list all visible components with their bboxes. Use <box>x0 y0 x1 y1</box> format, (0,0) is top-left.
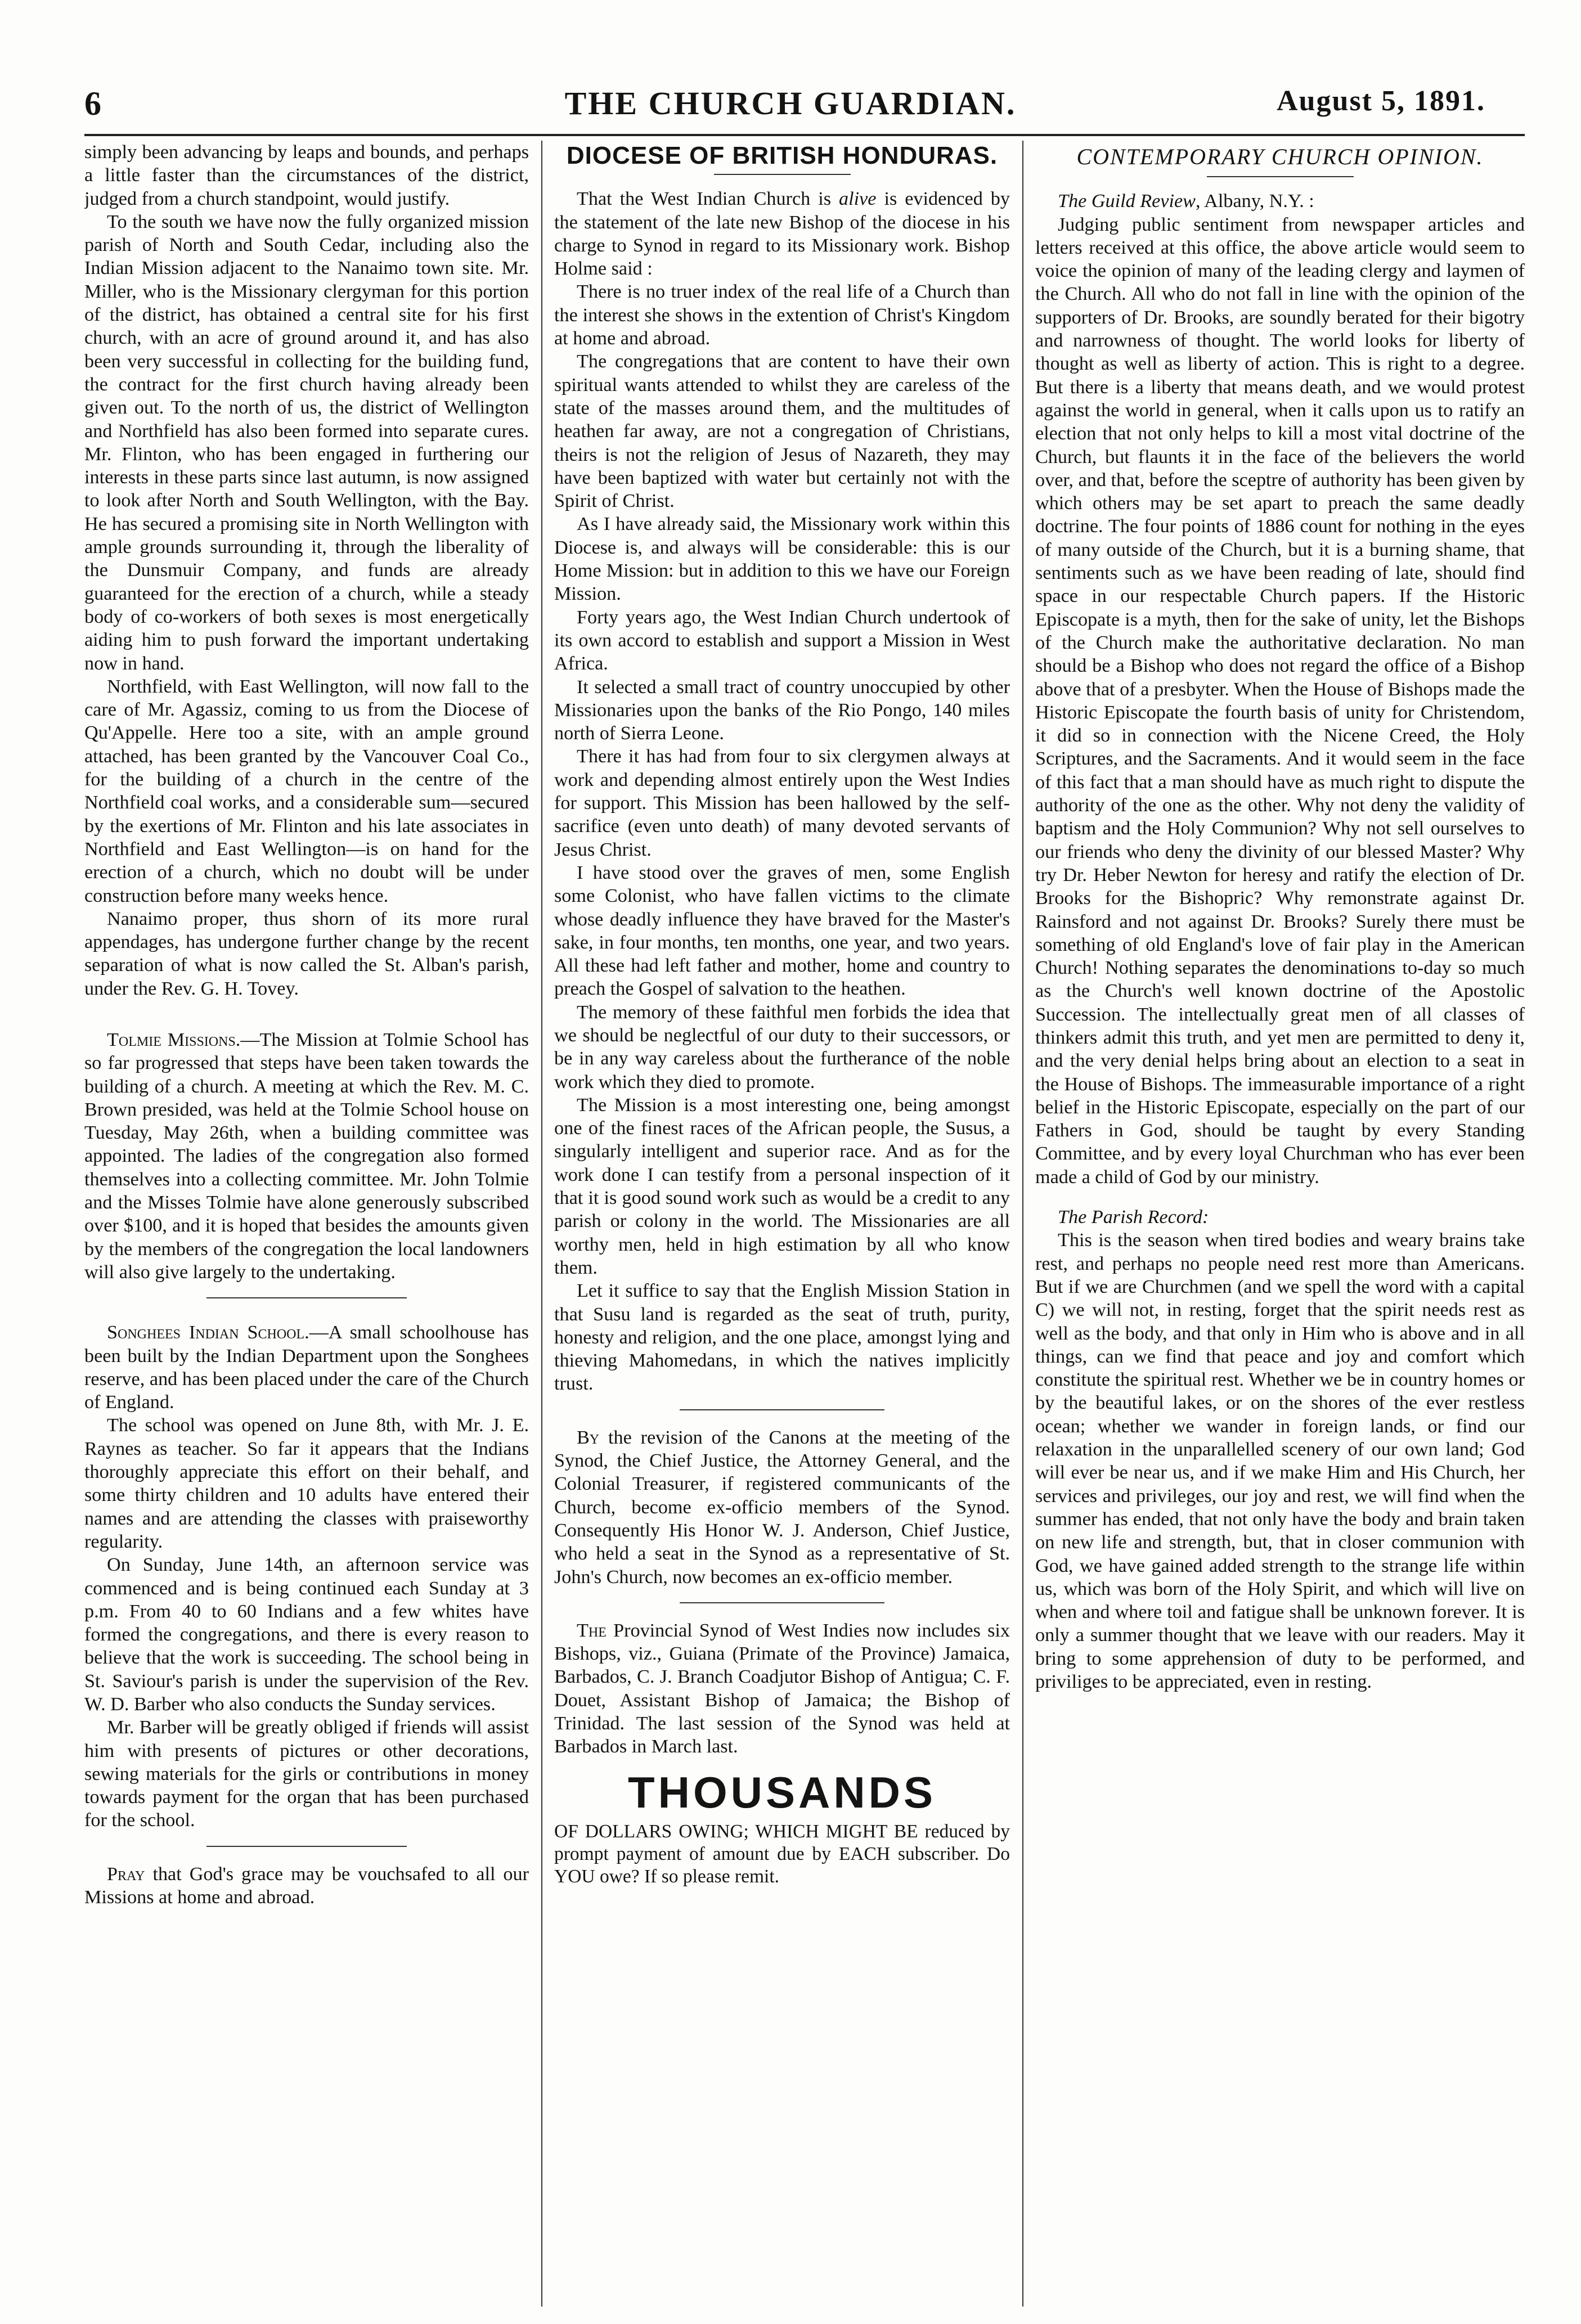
column-3 <box>1035 141 1525 2312</box>
publication-name: The Guild Review <box>1058 191 1196 212</box>
paragraph: Let it suffice to say that the English Mission Station in that Susu land is regarded as the seat of truth, purity, honesty and religion, and the one place, amongst lying and thieving Mahomedans, in which the natives implicitly trust. <box>554 1280 1010 1395</box>
advertisement-text: OF DOLLARS OWING; WHICH MIGHT BE reduced by prompt payment of amount due by EACH subscriber. Do YOU owe? If so please remit. <box>554 1820 1010 1887</box>
run-in-heading: By <box>577 1427 600 1448</box>
paragraph <box>554 1426 1010 1589</box>
section-rule <box>680 1409 885 1410</box>
paragraph-text: is evidenced by the statement of the late new Bishop of the diocese in his charge to Synod in regard to its Missionary work. Bishop Holme said : <box>554 188 1010 280</box>
paragraph: To the south we have now the fully organized mission parish of North and South Cedar, including also the Indian Mission adjacent to the Nanaimo town site. Mr. Miller, who is the Missionary clergyman for this portion of the district, has obtained a central site for his first church, with an acre of ground around it, and has also been very successful in collecting for the building fund, the contract for the first church having already been given out. To the north of us, the district of Wellington and Northfield has also been formed into separate cures. Mr. Flinton, who has been engaged in furthering our interests in these parts since last autumn, is now assigned to look after North and South Wellington, with the Bay. He has secured a promising site in North Wellington with ample grounds surrounding it, through the liberality of the Dunsmuir Company, and funds are already guaranteed for the erection of a church, while a steady body of co-workers of both sexes is most energetically aiding him to push forward the important undertaking now in hand. <box>84 211 529 674</box>
paragraph <box>554 1619 1010 1759</box>
paragraph: There is no truer index of the real life of a Church than the interest she shows in the extention of Christ's Kingdom at home and abroad. <box>554 281 1010 349</box>
emphasis: alive <box>839 188 877 210</box>
publication-name: The Parish Record: <box>1058 1207 1209 1228</box>
paragraph: Judging public sentiment from newspaper articles and letters received at this office, the above article would seem to voice the opinion of many of the leading clergy and laymen of the Church. All who do not fall in line with the opinion of the supporters of Dr. Brooks, are soundly berated for their bigotry and narrowness of thought. The world looks for liberty of thought as well as liberty of action. This is right to a degree. But there is a liberty that means death, and we would protest against the world in general, when it calls upon us to ratify an election that not only helps to kill a most vital doctrine of the Church, but flaunts it in the face of the believers the world over, and that, before the sceptre of authority has been given by which others may be set apart to preach the same deadly doctrine. The four points of 1886 count for nothing in the eyes of many outside of the Church, but it is a burning shame, that sentiments such as we have been reading of late, should find space in our respectable Church papers. If the Historic Episcopate is a myth, then for the sake of unity, let the Bishops of the Church make the authoritative declaration. No man should be a Bishop who does not regard the office of a Bishop above that of a presbyter. When the House of Bishops made the Historic Episcopate the fourth basis of unity for Christendom, it did so in connection with the Nicene Creed, the Holy Scriptures, and the Sacraments. And it would seem in the face of this fact that a man should have as much right to dispute the authority of the one as the other. Why not deny the validity of baptism and the Holy Communion? Why not sell ourselves to our friends who deny the divinity of our blessed Master? Why try Dr. Heber Newton for heresy and ratify the election of Dr. Brooks for the Bishopric? Why remonstrate against Dr. Rainsford and not against Dr. Brooks? Surely there must be something of old England's love of fair play in the American Church! Nothing separates the denominations to-day so much as the Church's well known doctrine of the Apostolic Succession. The intellectually great men of all classes of thinkers admit this truth, and yet men are permitted to deny it, and the very denial helps bring about an election to a seat in the House of Bishops. The immeasurable importance of a right belief in the Historic Episcopate, especially on the part of our Fathers in God, should be taught by every Standing Committee, and by every loyal Churchman who has ever been made a child of God by our ministry. <box>1035 214 1525 1188</box>
section-rule <box>680 1602 885 1603</box>
column-divider <box>1022 141 1023 2307</box>
header-rule <box>84 134 1525 136</box>
paragraph <box>84 1863 529 1909</box>
column-2 <box>554 141 1010 2312</box>
masthead-title: THE CHURCH GUARDIAN. <box>564 85 1017 122</box>
section-heading: CONTEMPORARY CHURCH OPINION. <box>1076 144 1484 169</box>
paragraph: The Mission is a most interesting one, being amongst one of the finest races of the African people, the Susus, a singularly intelligent and superior race. And as for the work done I can testify from a personal inspection of it that it is good sound work such as would be a credit to any parish or colony in the world. The Missionaries are all worthy men, held in high estimation by all who know them. <box>554 1094 1010 1278</box>
source-attribution <box>1035 190 1525 213</box>
paragraph-text: —The Mission at Tolmie School has so far progressed that steps have been taken towards the building of a church. A meeting at which the Rev. M. C. Brown presided, was held at the Tolmie School house on Tuesday, May 26th, when a building committee was appointed. The ladies of the congregation also formed themselves into a collecting committee. Mr. John Tolmie and the Misses Tolmie have alone generously subscribed over $100, and it is hoped that besides the amounts given by the members of the congregation the local landowners will also give largely to the undertaking. <box>84 1029 529 1283</box>
paragraph: Nanaimo proper, thus shorn of its more rural appendages, has undergone further change by the recent separation of what is now called the St. Alban's parish, under the Rev. G. H. Tovey. <box>84 908 529 999</box>
paragraph <box>554 187 1010 280</box>
section-rule <box>206 1846 407 1847</box>
paragraph-text: That the West Indian Church is <box>577 188 839 210</box>
run-in-heading: The <box>577 1620 607 1641</box>
paragraph-text: Provincial Synod of West Indies now includes six Bishops, viz., Guiana (Primate of the Province) Jamaica, Barbados, C. J. Branch Coadjutor Bishop of Antigua; C. F. Douet, Assistant Bishop of Jamaica; the Bishop of Trinidad. The last session of the Synod was held at Barbados in March last. <box>554 1620 1010 1757</box>
paragraph: simply been advancing by leaps and bounds, and perhaps a little faster than the circumstances of the district, judged from a church standpoint, would justify. <box>84 142 529 209</box>
paragraph: This is the season when tired bodies and weary brains take rest, and perhaps no people need rest more than Americans. But if we are Churchmen (and we spell the word with a capital C) we will not, in resting, forget that the spirit needs rest as well as the body, and that only in Him who is above and in all things, can we find that peace and joy and comfort which constitute the spiritual rest. Whether we be in country homes or by the beautiful lakes, or on the shores of the ever restless ocean; whether we wander in foreign lands, or find our relaxation in the unparallelled scenery of our own land; God will ever be near us, and if we make Him and His Church, her services and privileges, our joy and rest, we will find when the summer has ended, that not only have the body and brain taken on new life and strength, but, that in closer communion with God, we have gained added strength to the strange life within us, which was born of the Holy Spirit, and which will live on when and where toil and fatigue shall be unknown forever. It is only a summer thought that we leave with our readers. May it bring to some apprehension of duty to be performed, and priviliges to be appreciated, even in resting. <box>1035 1230 1525 1692</box>
run-in-heading: Tolmie Missions. <box>107 1029 241 1050</box>
paragraph: I have stood over the graves of men, some English some Colonist, who have fallen victims to the climate whose deadly influence they have braved for the Master's sake, in four months, ten months, one year, and two years. All these had left father and mother, home and country to preach the Gospel of salvation to the heathen. <box>554 862 1010 1000</box>
column-1 <box>84 141 529 2312</box>
section-rule <box>206 1297 407 1298</box>
paragraph: It selected a small tract of country unoccupied by other Missionaries upon the banks of the Rio Pongo, 140 miles north of Sierra Leone. <box>554 676 1010 744</box>
run-in-heading: Pray <box>107 1863 145 1885</box>
paragraph-text: that God's grace may be vouchsafed to all our Missions at home and abroad. <box>84 1863 529 1908</box>
page-number: 6 <box>84 85 101 122</box>
column-divider <box>541 141 542 2307</box>
paragraph: The school was opened on June 8th, with Mr. J. E. Raynes as teacher. So far it appears that the Indians thoroughly appreciate this effort on their behalf, and some thirty children and 10 adults have entered their names and are attending the classes with praiseworthy regularity. <box>84 1415 529 1552</box>
paragraph: There it has had from four to six clergymen always at work and depending almost entirely upon the West Indies for support. This Mission has been hallowed by the self-sacrifice (even unto death) of many devoted servants of Jesus Christ. <box>554 746 1010 860</box>
paragraph: Forty years ago, the West Indian Church undertook of its own accord to establish and support a Mission in West Africa. <box>554 606 1010 675</box>
paragraph: The memory of these faithful men forbids the idea that we should be neglectful of our duty to their successors, or be in any way careless about the furtherance of the noble work which they died to promote. <box>554 1001 1010 1093</box>
paragraph: The congregations that are content to have their own spiritual wants attended to whilst they are careless of the state of the masses around them, and the multitudes of heathen far away, are not a congregation of Christians, theirs is not the religion of Jesus of Nazareth, they may have been baptized with water but certainly not with the Spirit of Christ. <box>554 351 1010 512</box>
publication-place: , Albany, N.Y. : <box>1195 191 1314 212</box>
heading-rule <box>1207 176 1354 177</box>
run-in-heading: Songhees Indian School. <box>107 1322 309 1343</box>
section-heading: DIOCESE OF BRITISH HONDURAS. <box>566 142 998 169</box>
paragraph: Mr. Barber will be greatly obliged if friends will assist him with presents of pictures or other decorations, sewing materials for the girls or contributions in money towards payment for the organ that has been purchased for the school. <box>84 1717 529 1831</box>
advertisement-title: THOUSANDS <box>627 1767 936 1817</box>
paragraph: Northfield, with East Wellington, will now fall to the care of Mr. Agassiz, coming to us from the Diocese of Qu'Appelle. Here too a site, with an ample ground attached, has been granted by the Vancouver Coal Co., for the building of a church in the centre of the Northfield coal works, and a considerable sum—secured by the exertions of Mr. Flinton and his late associates in Northfield and East Wellington—is on hand for the erection of a church, which no doubt will be under construction before many weeks hence. <box>84 676 529 906</box>
paragraph <box>84 1028 529 1284</box>
paragraph-text: —A small schoolhouse has been built by the Indian Department upon the Songhees reserve, and has been placed under the care of the Church of England. <box>84 1322 529 1413</box>
issue-date: August 5, 1891. <box>1277 85 1485 117</box>
paragraph: As I have already said, the Missionary work within this Diocese is, and always will be considerable: this is our Home Mission: but in addition to this we have our Foreign Mission. <box>554 514 1010 605</box>
paragraph-text: the revision of the Canons at the meeting of the Synod, the Chief Justice, the Attorney General, and the Colonial Treasurer, if registered communicants of the Church, become ex-officio members of the Synod. Consequently His Honor W. J. Anderson, Chief Justice, who held a seat in the Synod as a representative of St. John's Church, now becomes an ex-officio member. <box>554 1427 1010 1588</box>
paragraph: On Sunday, June 14th, an afternoon service was commenced and is being continued each Sunday at 3 p.m. From 40 to 60 Indians and a few whites have formed the congregations, and there is every reason to believe that the work is succeeding. The school being in St. Saviour's parish is under the supervision of the Rev. W. D. Barber who also conducts the Sunday services. <box>84 1554 529 1715</box>
paragraph <box>84 1321 529 1414</box>
heading-rule <box>714 174 851 175</box>
